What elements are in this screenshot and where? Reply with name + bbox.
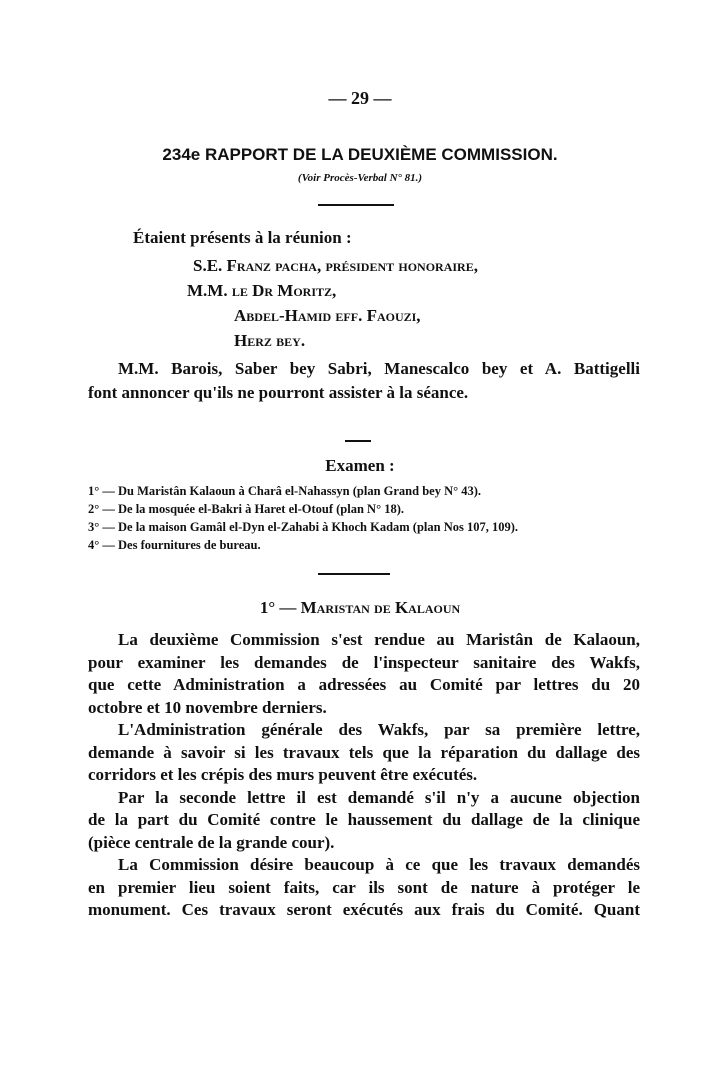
- exam-item: 4° — Des fournitures de bureau.: [88, 538, 261, 552]
- section-heading: 1° — Maristan de Kalaoun: [259, 598, 461, 617]
- page-number: — 29 —: [328, 88, 392, 108]
- body-line: La Commission désire beaucoup à ce que les travaux demandés: [118, 855, 640, 874]
- body-line: que cette Administration a adressées au Comité par lettres du 20: [88, 675, 640, 694]
- absent-line: M.M. Barois, Saber bey Sabri, Manescalco bey et A. Battigelli: [118, 359, 640, 378]
- divider: [318, 573, 390, 575]
- subtitle: (Voir Procès-Verbal N° 81.): [297, 172, 423, 184]
- exam-item: 3° — De la maison Gamâl el-Dyn el-Zahabi à Khoch Kadam (plan Nos 107, 109).: [88, 520, 519, 534]
- body-line: La deuxième Commission s'est rendue au Maristân de Kalaoun,: [118, 630, 640, 649]
- attendee: Abdel-Hamid eff. Faouzi,: [234, 306, 421, 325]
- attendee: Herz bey.: [234, 331, 306, 350]
- exam-heading: Examen :: [325, 456, 395, 475]
- page-title: 234e RAPPORT DE LA DEUXIÈME COMMISSION.: [162, 145, 558, 164]
- attendee: S.E. Franz pacha, président honoraire,: [193, 256, 478, 275]
- body-line: en premier lieu soient faits, car ils sont de nature à protéger le: [88, 878, 640, 897]
- attendee: M.M. le Dr Moritz,: [187, 281, 337, 300]
- body-line: octobre et 10 novembre derniers.: [88, 698, 327, 717]
- body-line: L'Administration générale des Wakfs, par sa première lettre,: [118, 720, 640, 739]
- divider: [318, 204, 394, 206]
- body-line: corridors et les crépis des murs peuvent être exécutés.: [88, 765, 478, 784]
- body-line: (pièce centrale de la grande cour).: [88, 833, 335, 852]
- exam-item: 1° — Du Maristân Kalaoun à Charâ el-Nahassyn (plan Grand bey N° 43).: [88, 484, 482, 498]
- body-line: monument. Ces travaux seront exécutés aux frais du Comité. Quant: [88, 900, 640, 919]
- attendance-intro: Étaient présents à la réunion :: [133, 228, 352, 247]
- body-line: pour examiner les demandes de l'inspecteur sanitaire des Wakfs,: [88, 653, 640, 672]
- body-line: de la part du Comité contre le haussement du dallage de la clinique: [88, 810, 640, 829]
- divider: [345, 440, 371, 442]
- body-line: demande à savoir si les travaux tels que la réparation du dallage des: [88, 743, 640, 762]
- exam-item: 2° — De la mosquée el-Bakri à Haret el-Otouf (plan N° 18).: [88, 502, 404, 516]
- body-line: Par la seconde lettre il est demandé s'il n'y a aucune objection: [118, 788, 640, 807]
- absent-line: font annoncer qu'ils ne pourront assister à la séance.: [88, 383, 469, 402]
